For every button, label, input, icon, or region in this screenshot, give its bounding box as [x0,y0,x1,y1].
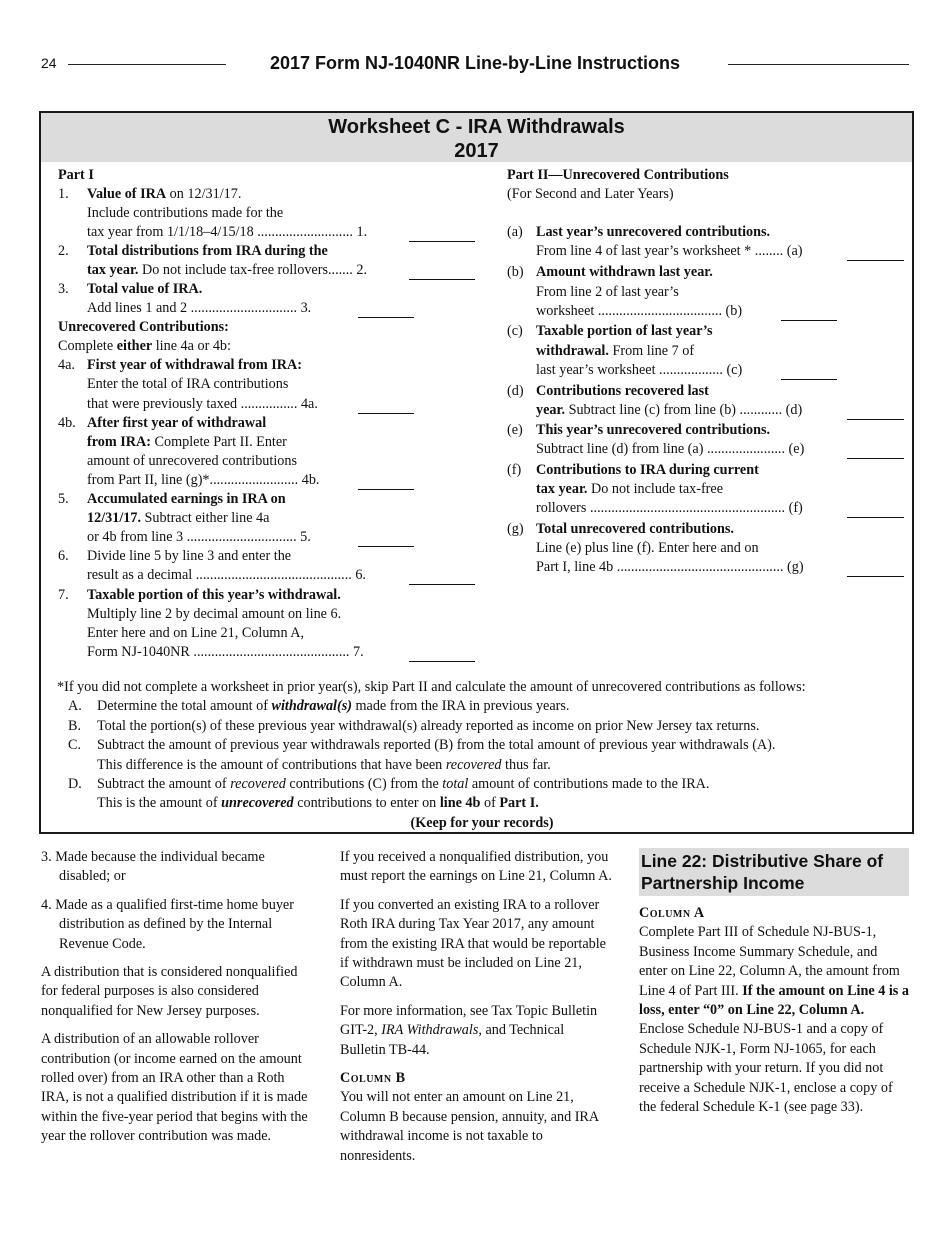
line2-num: 2. [58,243,69,259]
line7-num: 7. [58,587,69,603]
line6-text: Divide line 5 by line 3 and enter the [87,548,292,564]
line22-heading: Line 22: Distributive Share of Partnership Income [639,848,909,896]
line2-label: Total distributions from IRA during the [87,243,328,259]
line4a-label: First year of withdrawal from IRA: [87,357,303,373]
lineg-entry[interactable] [847,562,904,577]
footnote-c: C. Subtract the amount of previous year withdrawals reported (B) from the total amount of previous year withdrawals (A). [68,737,776,754]
line5-entry[interactable] [358,532,414,547]
linec-label: (c) [507,323,523,339]
condition-3: 3. Made because the individual became disabled; or [41,849,265,885]
more-info-paragraph: For more information, see Tax Topic Bulletin GIT-2, IRA Withdrawals, and Technical Bulletin TB-44. [340,1002,598,1058]
line4a-num: 4a. [58,357,75,373]
linee-title: This year’s unrecovered contributions. [536,422,771,438]
linea-label: (a) [507,224,523,240]
complete-either: Complete either line 4a or 4b: [58,338,231,354]
line3-entry[interactable] [358,303,414,318]
linea-title: Last year’s unrecovered contributions. [536,224,771,240]
lineg-text: Line (e) plus line (f). Enter here and on [536,540,759,556]
lined-leader: year. Subtract line (c) from line (b) ............ (d) [536,402,803,418]
linec-title: Taxable portion of last year’s [536,323,713,339]
lineb-entry[interactable] [781,306,837,321]
line4b-entry[interactable] [358,475,414,490]
linea-entry[interactable] [847,246,904,261]
linee-label: (e) [507,422,523,438]
line5-leader: or 4b from line 3 ............................... 5. [87,529,311,545]
footnote-a: A. Determine the total amount of withdrawal(s) made from the IRA in previous years. [68,698,570,715]
line1-entry[interactable] [409,227,475,242]
line3-label: Total value of IRA. [87,281,203,297]
lineb-label: (b) [507,264,524,280]
lineb-title: Amount withdrawn last year. [536,264,713,280]
line5-num: 5. [58,491,69,507]
column-b-paragraph: You will not enter an amount on Line 21, Column B because pension, annuity, and IRA withdrawal income is not taxable to nonresidents. [340,1089,599,1164]
part2-heading: Part II—Unrecovered Contributions [507,167,729,183]
condition-4: 4. Made as a qualified first-time home buyer distribution as defined by the Internal Revenue Code. [41,896,294,952]
nonqualified-paragraph: A distribution that is considered nonqualified for federal purposes is also considered nonqualified for New Jersey purposes. [41,964,298,1019]
left-column [41,848,311,1156]
linea-leader: From line 4 of last year’s worksheet * ........ (a) [536,243,803,259]
line4b-text: from IRA: Complete Part II. Enter [87,434,287,450]
line4a-text: Enter the total of IRA contributions [87,376,289,392]
footnote-d: D. Subtract the amount of recovered contributions (C) from the total amount of contributions made to the IRA. [68,776,710,793]
line7-label: Taxable portion of this year’s withdrawal. [87,587,341,603]
linef-leader: rollovers ....................................................... (f) [536,500,803,516]
column-a-heading: Column A [639,905,705,921]
linef-label: (f) [507,462,522,478]
footnote-intro: *If you did not complete a worksheet in prior year(s), skip Part II and calculate the amount of unrecovered contributions as follows: [57,679,806,695]
line22-paragraph: Complete Part III of Schedule NJ-BUS-1, Business Income Summary Schedule, and enter on Line 22, Column A, the amount from Line 4 of Part III. If the amount on Line 4 is a loss, enter “0” on Line 22, Column A. Enclose Schedule NJ-BUS-1 and a copy of Schedule NJK-1, Form NJ-1065, for each partnership with your return. If you did not receive a Schedule NJK-1, enclose a copy of the federal Schedule K-1 (see page 33). [639,924,909,1116]
lined-entry[interactable] [847,405,904,420]
line1-text: Include contributions made for the [87,205,284,221]
worksheet-c [39,111,914,834]
column-b-heading: Column B [340,1070,406,1087]
footnote-d2: This is the amount of unrecovered contributions to enter on line 4b of Part I. [97,795,539,812]
linee-leader: Subtract line (d) from line (a) ...................... (e) [536,441,805,457]
line3-num: 3. [58,281,69,297]
lineg-title: Total unrecovered contributions. [536,521,734,537]
header-rule-right [728,64,909,65]
lineb-leader: worksheet ................................... (b) [536,303,743,319]
rollover-paragraph: A distribution of an allowable rollover contribution (or income earned on the amount rolled over) from an IRA other than a Roth IRA, is not a qualified distribution if it is made within the five-year period that begins with the year the rollover contribution was made. [41,1031,308,1145]
middle-column [340,848,612,1175]
line4b-num: 4b. [58,415,76,431]
linef-text: tax year. Do not include tax-free [536,481,723,497]
line5-label: Accumulated earnings in IRA on [87,491,286,507]
lineg-label: (g) [507,521,524,537]
line4b-leader: from Part II, line (g)*......................... 4b. [87,472,320,488]
line1-label: Value of IRA on 12/31/17. [87,186,242,202]
footnote-b: B. Total the portion(s) of these previous year withdrawal(s) already reported as income on prior New Jersey tax returns. [68,717,760,734]
line6-entry[interactable] [409,570,475,585]
line4b-label: After first year of withdrawal [87,415,267,431]
worksheet-year: 2017 [454,140,499,162]
line2-leader: tax year. Do not include tax-free rollovers....... 2. [87,262,367,278]
lineb-text: From line 2 of last year’s [536,284,679,300]
line7-text2: Enter here and on Line 21, Column A, [87,625,305,641]
linef-title: Contributions to IRA during current [536,462,759,478]
line2-entry[interactable] [409,265,475,280]
worksheet-title: Worksheet C - IRA Withdrawals [328,116,625,138]
line3-leader: Add lines 1 and 2 .............................. 3. [87,300,312,316]
lineg-leader: Part I, line 4b ............................................... (g) [536,559,804,575]
line4a-leader: that were previously taxed ................ 4a. [87,396,318,412]
line7-entry[interactable] [409,647,475,662]
page-number: 24 [41,55,57,71]
footnote-c2: This difference is the amount of contributions that have been recovered thus far. [97,756,551,773]
lined-label: (d) [507,383,524,399]
line7-text: Multiply line 2 by decimal amount on line 6. [87,606,342,622]
linef-entry[interactable] [847,503,904,518]
line5-text: 12/31/17. Subtract either line 4a [87,510,270,526]
linec-text: withdrawal. From line 7 of [536,343,695,359]
worksheet-header [41,113,912,162]
right-column [639,848,909,1126]
nonqualified-report-paragraph: If you received a nonqualified distribution, you must report the earnings on Line 21, Column A. [340,849,612,885]
unrecovered-heading: Unrecovered Contributions: [58,319,229,335]
lined-title: Contributions recovered last [536,383,709,399]
linee-entry[interactable] [847,444,904,459]
roth-conversion-paragraph: If you converted an existing IRA to a rollover Roth IRA during Tax Year 2017, any amount from the existing IRA that would be reportable if withdrawn must be included on Line 21, Column A. [340,896,606,991]
page-title: 2017 Form NJ-1040NR Line-by-Line Instructions [269,53,681,73]
keep-for-records: (Keep for your records) [410,814,554,831]
linec-leader: last year’s worksheet .................. (c) [536,362,743,378]
part2-subheading: (For Second and Later Years) [507,186,674,202]
line4a-entry[interactable] [358,399,414,414]
linec-entry[interactable] [781,365,837,380]
line7-leader: Form NJ-1040NR ............................................ 7. [87,644,364,660]
footnote [57,678,907,833]
line6-num: 6. [58,548,69,564]
part1-heading: Part I [58,167,94,183]
line1-num: 1. [58,186,69,202]
line1-leader: tax year from 1/1/18–4/15/18 ........................... 1. [87,224,368,240]
line6-leader: result as a decimal ............................................ 6. [87,567,366,583]
line4b-text2: amount of unrecovered contributions [87,453,297,469]
